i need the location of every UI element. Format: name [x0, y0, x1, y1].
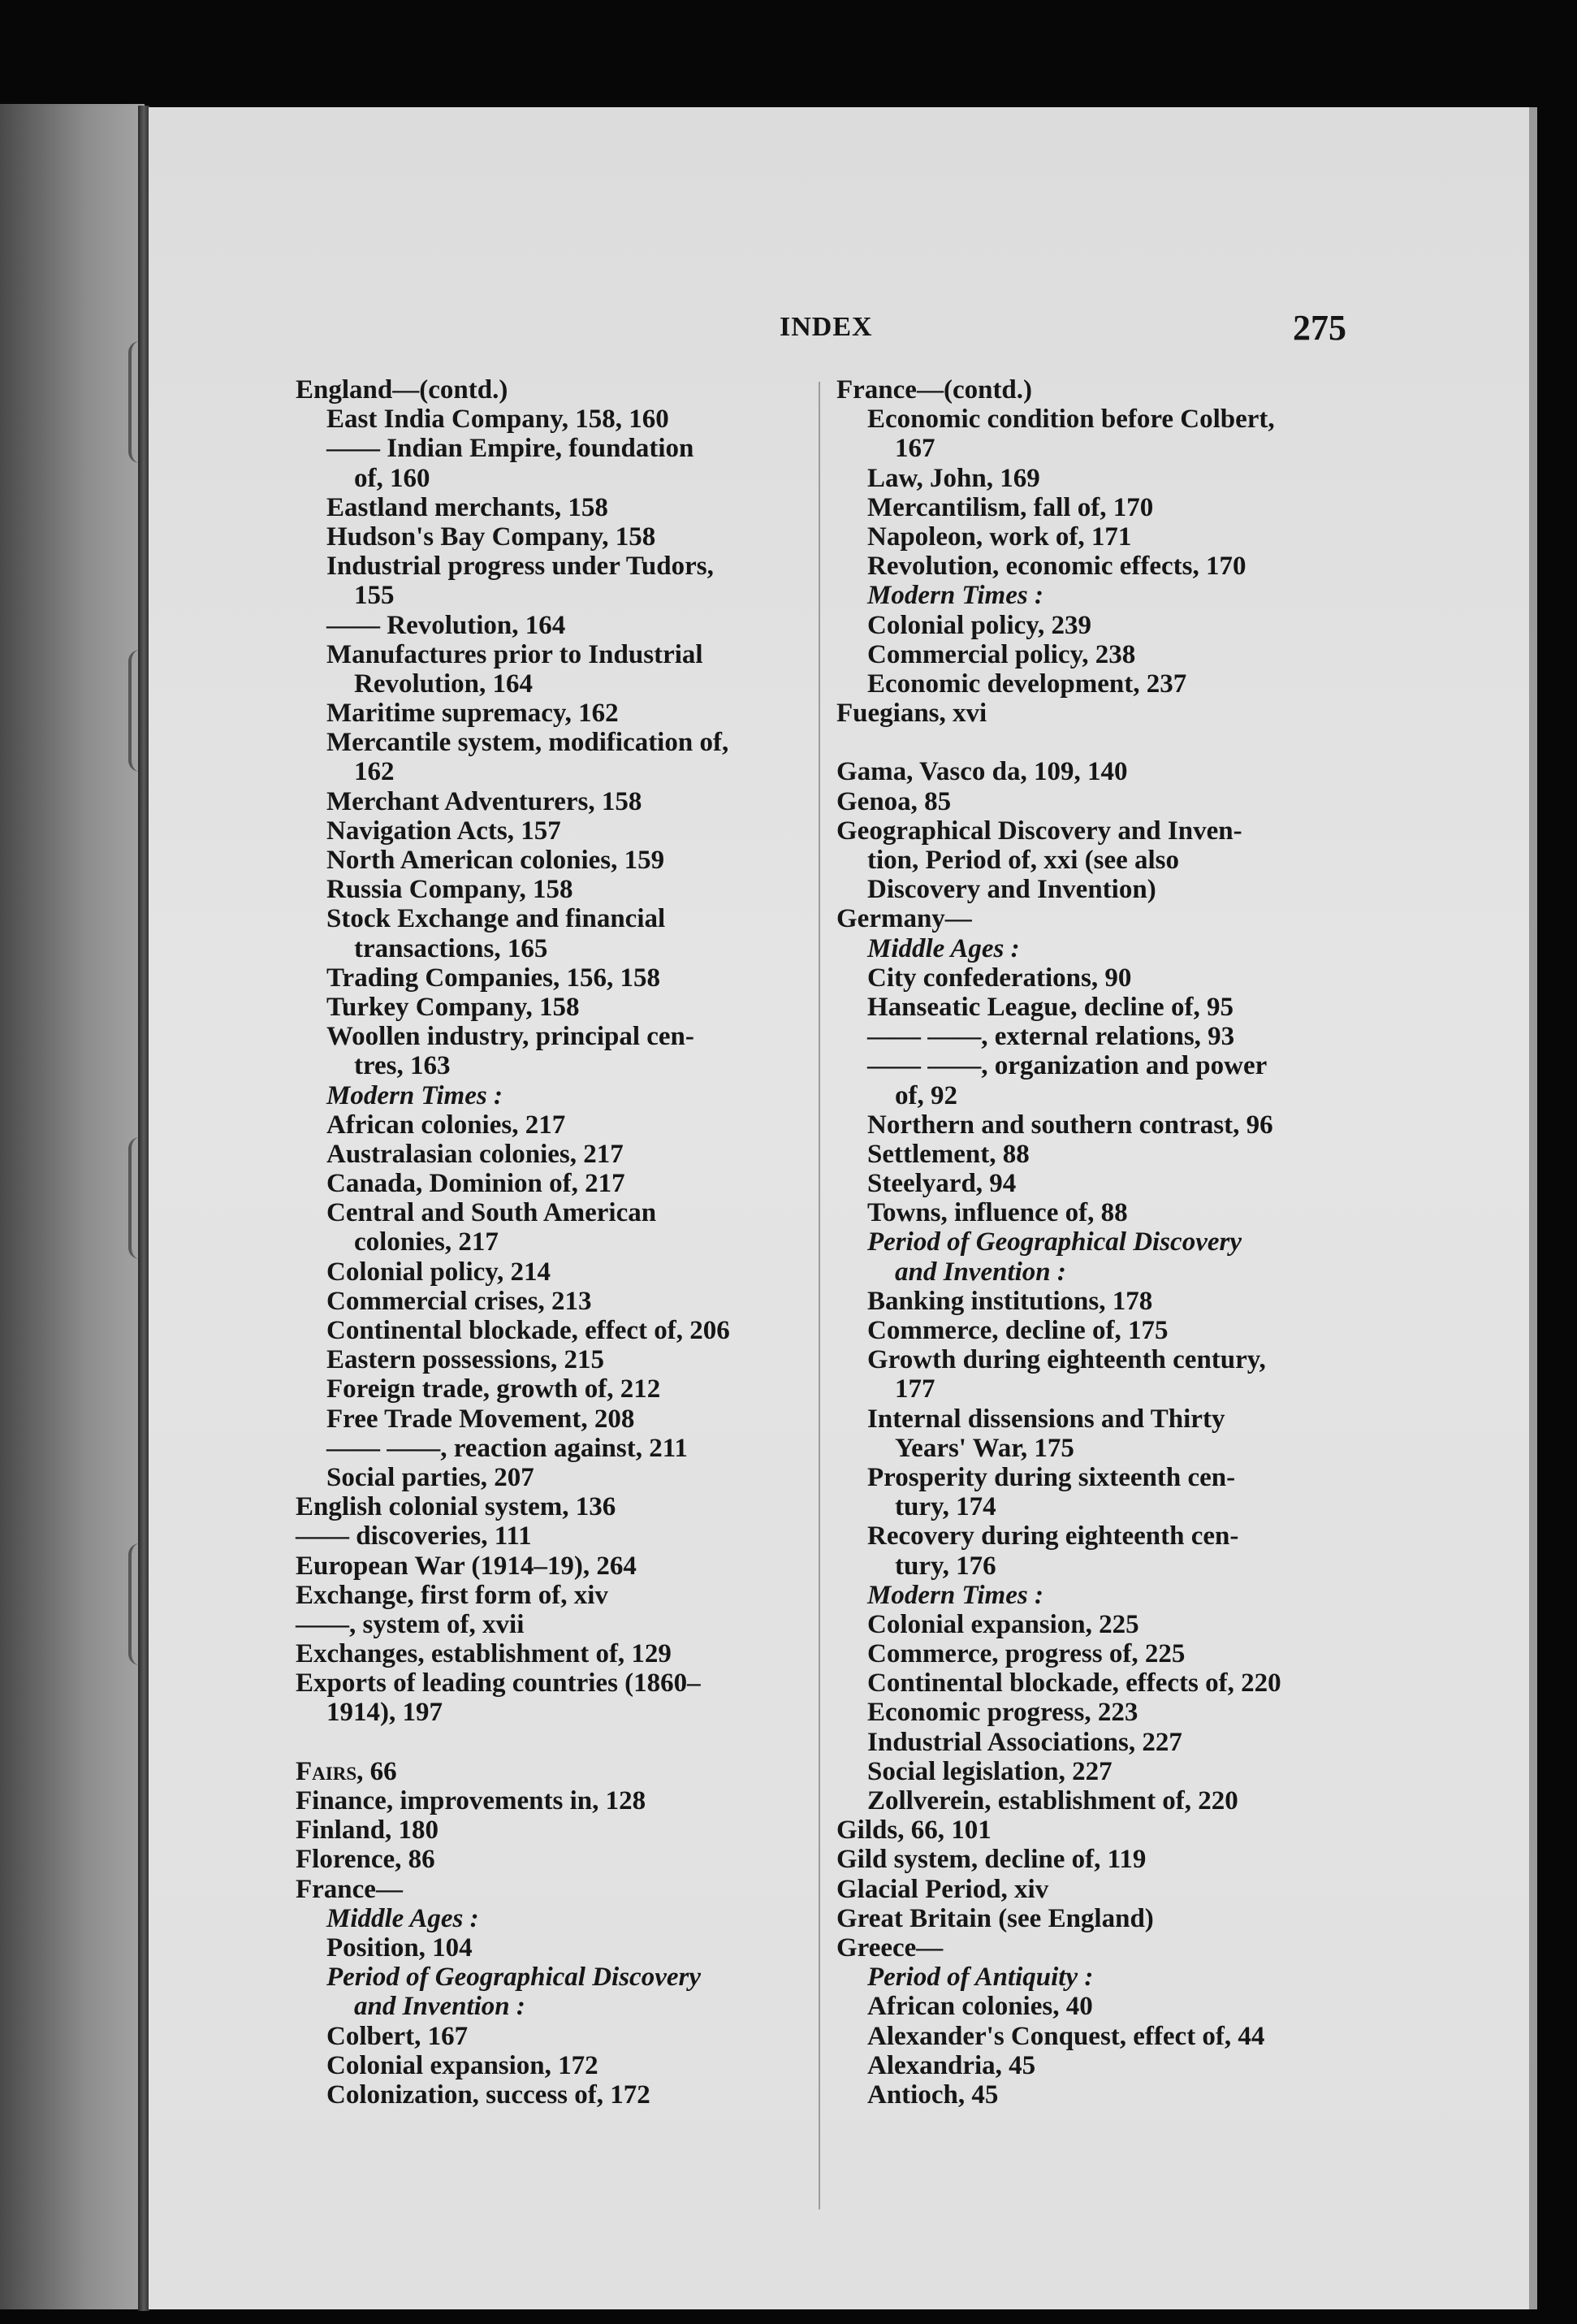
index-entry: Modern Times :: [867, 581, 1043, 611]
page-edge: [1529, 107, 1537, 2309]
index-entry: Modern Times :: [326, 1080, 503, 1110]
index-entry: Towns, influence of, 88: [867, 1198, 1128, 1228]
index-entry: of, 92: [895, 1080, 957, 1110]
index-entry: Foreign trade, growth of, 212: [326, 1374, 661, 1404]
index-entry: Growth during eighteenth century,: [867, 1345, 1266, 1375]
index-entry: Industrial Associations, 227: [867, 1727, 1182, 1757]
index-entry: Hanseatic League, decline of, 95: [867, 992, 1234, 1022]
index-entry: —— Revolution, 164: [326, 610, 566, 640]
index-entry: Continental blockade, effects of, 220: [867, 1668, 1281, 1699]
index-entry: 177: [895, 1374, 935, 1404]
index-gap: [296, 1728, 807, 1757]
index-entry: Finland, 180: [296, 1815, 439, 1846]
index-entry: Commercial policy, 238: [867, 639, 1136, 669]
index-entry: Commerce, decline of, 175: [867, 1316, 1169, 1345]
index-entry: Period of Geographical Discovery: [326, 1963, 701, 1993]
index-entry: Colonization, success of, 172: [326, 2079, 650, 2110]
index-entry: Colonial expansion, 172: [326, 2050, 598, 2080]
index-entry: Finance, improvements in, 128: [296, 1786, 646, 1815]
index-entry: Maritime supremacy, 162: [326, 699, 619, 729]
index-entry: Colbert, 167: [326, 2021, 469, 2051]
index-entry: Exchange, first form of, xiv: [296, 1580, 608, 1610]
index-entry: Stock Exchange and financial: [326, 904, 666, 934]
index-entry: Position, 104: [326, 1932, 473, 1963]
index-entry: Middle Ages :: [326, 1903, 479, 1933]
index-entry: Central and South American: [326, 1198, 657, 1228]
index-entry: 167: [895, 434, 935, 464]
index-entry: English colonial system, 136: [296, 1492, 616, 1522]
index-entry: tury, 176: [895, 1551, 996, 1581]
index-entry: Economic condition before Colbert,: [867, 405, 1275, 435]
index-entry: Fuegians, xvi: [836, 699, 987, 729]
index-entry: of, 160: [354, 463, 430, 493]
index-entry: Commerce, progress of, 225: [867, 1639, 1186, 1669]
index-entry: Greece—: [836, 1932, 944, 1963]
index-entry: —— ——, external relations, 93: [867, 1022, 1235, 1052]
facing-page-edge: [0, 104, 145, 2309]
index-entry: Zollverein, establishment of, 220: [867, 1786, 1238, 1815]
index-entry: Navigation Acts, 157: [326, 816, 561, 846]
index-column-left: [296, 375, 807, 2110]
index-entry: Prosperity during sixteenth cen-: [867, 1462, 1236, 1492]
index-entry: 162: [354, 757, 395, 787]
index-entry: Industrial progress under Tudors,: [326, 552, 714, 582]
index-entry: African colonies, 217: [326, 1110, 566, 1140]
index-entry: Fairs, 66: [296, 1756, 397, 1786]
index-entry: tion, Period of, xxi (see also: [867, 846, 1180, 875]
index-entry: Napoleon, work of, 171: [867, 521, 1132, 552]
index-entry: Florence, 86: [296, 1845, 435, 1875]
running-header: INDEX: [780, 312, 873, 342]
index-entry: Gilds, 66, 101: [836, 1815, 992, 1846]
binding-stitch: [128, 1543, 156, 1665]
index-entry: and Invention :: [354, 1992, 525, 2022]
index-entry: Colonial policy, 239: [867, 610, 1091, 640]
index-entry: Economic development, 237: [867, 669, 1187, 699]
index-entry: ——, system of, xvii: [296, 1609, 525, 1639]
index-entry: Years' War, 175: [895, 1433, 1074, 1463]
index-entry: Trading Companies, 156, 158: [326, 963, 661, 993]
index-entry: Alexandria, 45: [867, 2050, 1036, 2080]
index-entry: Turkey Company, 158: [326, 992, 580, 1022]
index-entry: Colonial policy, 214: [326, 1257, 551, 1287]
index-entry: Australasian colonies, 217: [326, 1139, 624, 1169]
index-entry: Glacial Period, xiv: [836, 1874, 1049, 1904]
index-entry: East India Company, 158, 160: [326, 405, 669, 435]
index-entry: Continental blockade, effect of, 206: [326, 1316, 730, 1345]
index-entry: Mercantilism, fall of, 170: [867, 492, 1154, 522]
index-entry: Period of Antiquity :: [867, 1963, 1094, 1993]
index-entry: Colonial expansion, 225: [867, 1609, 1139, 1639]
index-entry: City confederations, 90: [867, 963, 1132, 993]
index-entry: Canada, Dominion of, 217: [326, 1169, 625, 1199]
index-entry: Free Trade Movement, 208: [326, 1404, 635, 1434]
index-entry: Eastland merchants, 158: [326, 492, 608, 522]
index-entry: Exports of leading countries (1860–: [296, 1668, 701, 1699]
index-entry: Russia Company, 158: [326, 875, 573, 905]
index-entry: France—(contd.): [836, 375, 1033, 405]
index-entry: Germany—: [836, 904, 972, 934]
index-entry: European War (1914–19), 264: [296, 1551, 637, 1581]
index-entry: England—(contd.): [296, 375, 508, 405]
binding-stitch: [128, 650, 156, 772]
index-entry: Discovery and Invention): [867, 875, 1156, 905]
column-divider: [819, 382, 820, 2209]
index-entry: Hudson's Bay Company, 158: [326, 521, 656, 552]
index-entry: African colonies, 40: [867, 1992, 1093, 2022]
index-gap: [836, 728, 1356, 757]
index-entry: Great Britain (see England): [836, 1903, 1154, 1933]
index-entry: Manufactures prior to Industrial: [326, 639, 703, 669]
index-entry: Recovery during eighteenth cen-: [867, 1521, 1239, 1551]
index-entry: Eastern possessions, 215: [326, 1345, 604, 1375]
index-entry: Mercantile system, modification of,: [326, 728, 729, 758]
index-entry: —— discoveries, 111: [296, 1521, 532, 1551]
index-entry: 1914), 197: [326, 1698, 443, 1728]
index-entry: Banking institutions, 178: [867, 1286, 1153, 1316]
index-entry: tury, 174: [895, 1492, 996, 1522]
index-entry: Period of Geographical Discovery: [867, 1227, 1242, 1257]
index-entry: tres, 163: [354, 1051, 451, 1081]
index-entry: France—: [296, 1874, 403, 1904]
index-entry: Exchanges, establishment of, 129: [296, 1639, 672, 1669]
index-entry: Antioch, 45: [867, 2079, 999, 2110]
index-entry: Northern and southern contrast, 96: [867, 1110, 1273, 1140]
index-entry: —— ——, organization and power: [867, 1051, 1268, 1081]
index-entry: Settlement, 88: [867, 1139, 1030, 1169]
index-entry: Social parties, 207: [326, 1462, 534, 1492]
index-entry: Alexander's Conquest, effect of, 44: [867, 2021, 1265, 2051]
index-entry: Economic progress, 223: [867, 1698, 1138, 1728]
index-entry: —— ——, reaction against, 211: [326, 1433, 688, 1463]
index-entry: Woollen industry, principal cen-: [326, 1022, 694, 1052]
index-entry: North American colonies, 159: [326, 846, 665, 875]
index-entry: Modern Times :: [867, 1580, 1043, 1610]
index-entry: Merchant Adventurers, 158: [326, 786, 642, 816]
binding-stitch: [128, 1137, 156, 1259]
index-entry: Gild system, decline of, 119: [836, 1845, 1147, 1875]
index-entry: Geographical Discovery and Inven-: [836, 816, 1242, 846]
index-entry: Gama, Vasco da, 109, 140: [836, 757, 1128, 787]
binding-stitch: [128, 341, 156, 463]
index-column-right: [836, 375, 1356, 2110]
index-entry: Middle Ages :: [867, 933, 1020, 963]
index-entry: Revolution, economic effects, 170: [867, 552, 1246, 582]
index-entry: Revolution, 164: [354, 669, 534, 699]
index-entry: Law, John, 169: [867, 463, 1040, 493]
index-entry: —— Indian Empire, foundation: [326, 434, 694, 464]
index-entry: transactions, 165: [354, 933, 548, 963]
index-entry: colonies, 217: [354, 1227, 499, 1257]
index-entry: Social legislation, 227: [867, 1756, 1113, 1786]
index-entry: 155: [354, 581, 395, 611]
index-entry: Genoa, 85: [836, 786, 952, 816]
index-entry: Steelyard, 94: [867, 1169, 1017, 1199]
index-entry: Commercial crises, 213: [326, 1286, 592, 1316]
index-entry: Internal dissensions and Thirty: [867, 1404, 1225, 1434]
index-entry: and Invention :: [895, 1257, 1066, 1287]
page-number: 275: [1293, 308, 1346, 348]
